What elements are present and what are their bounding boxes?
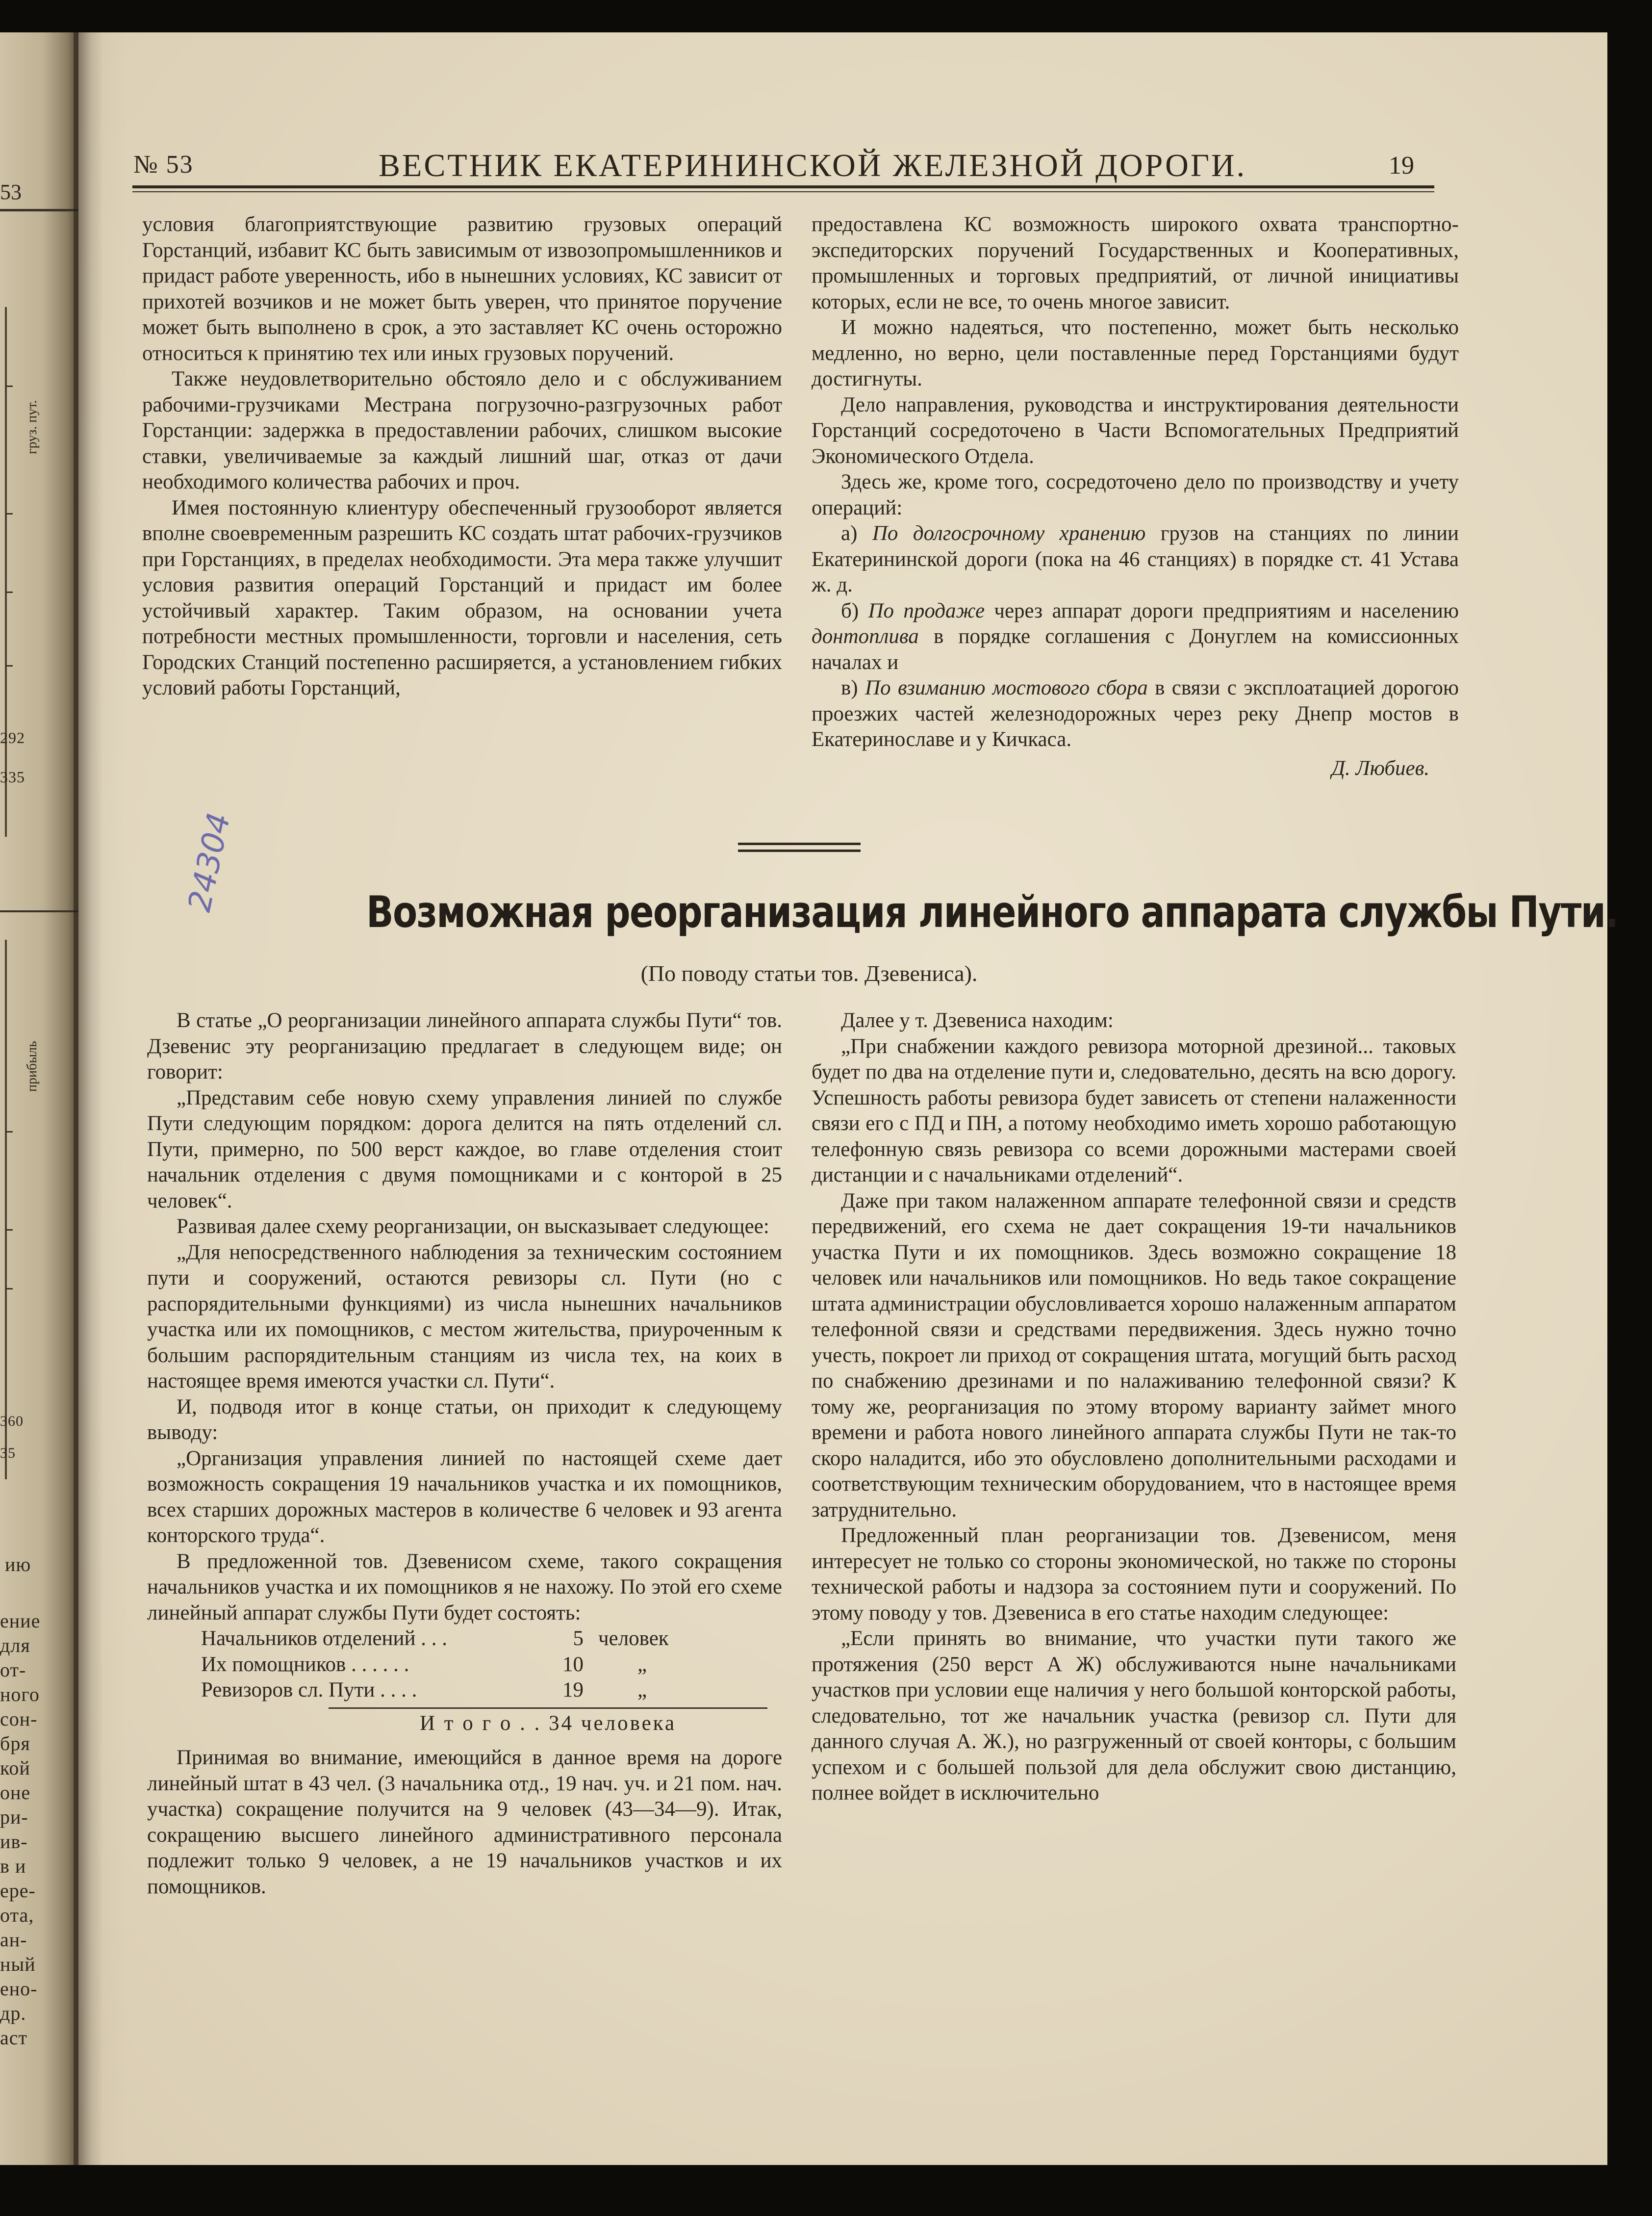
tick-mark — [6, 592, 13, 593]
word-tail: ан- — [0, 1929, 27, 1951]
item-text: через аппарат дороги предприятиям и населению — [994, 599, 1459, 622]
word-tail: ию — [5, 1553, 31, 1575]
item-prefix: в) — [841, 676, 858, 699]
paragraph: Здесь же, кроме того, сосредоточено дело по производству и учету операций: — [812, 470, 1459, 519]
item-emphasis: донтоплива — [812, 625, 919, 648]
row-label: Их помощников . . . . . . — [201, 1652, 409, 1676]
word-tail: ри- — [0, 1806, 28, 1828]
quote-paragraph: „При снабжении каждого ревизора моторной дрезиной... таковых будет по два на отделение пути и, следовательно, десять на всю дорогу. Успешность работы ревизора будет зависеть от степени налаженности связи его с ПД и ПН, а потому необходимо иметь хорошо работающую телефонную связь ревизора со всеми дорожными мастерами своей дистанции и с начальниками отделений“. — [812, 1034, 1456, 1186]
previous-number: 335 — [0, 768, 25, 786]
row-label: Ревизоров сл. Пути . . . . — [201, 1678, 417, 1701]
word-tail: для — [0, 1634, 30, 1656]
article-subheading: (По поводу статьи тов. Дзевениса). — [640, 961, 978, 986]
paragraph: В статье „О реорганизации линейного аппарата службы Пути“ тов. Дзевенис эту реорганизацию предлагает в следующем виде; он говорит: — [147, 1009, 782, 1083]
paragraph: В предложенной тов. Дзевенисом схеме, такого сокращения начальников участка и их помощников я не нахожу. По этой его схеме линейный аппарат службы Пути будет состоять: — [147, 1549, 782, 1624]
staff-table — [147, 1626, 782, 1703]
word-tail: кой — [0, 1757, 30, 1779]
paragraph: Далее у т. Дзевениса находим: — [841, 1009, 1114, 1032]
section-separator — [738, 843, 861, 845]
word-tail: др. — [0, 2002, 26, 2024]
paragraph: Даже при таком налаженном аппарате телефонной связи и средств передвижений, его схема не дает сокращения 19-ти начальников участка Пути и их помощников. Здесь возможно сокращение 18 человек или начальников или помощников. Но ведь такое сокращение штата администрации обусловливается хорошо налаженным аппаратом телефонной связи и средствами передвижения. Здесь нужно точно учесть, покроет ли приход от сокращения штата, могущий быть расход по снабжению дрезинами и по налаживанию телефонной связи? К тому же, реорганизация по этому второму варианту займет много времени и работа нового линейного аппарата службы Пути не так-то скоро наладится, ибо это обусловлено дополнительными расходами и соответствующим техническим оборудованием, что в настоящее время затруднительно. — [812, 1189, 1456, 1521]
list-item-c — [812, 675, 1459, 753]
paragraph: Дело направления, руководства и инструктирования деятельности Горстанций сосредоточено в Части Вспомогательных Предприятий Экономического Отдела. — [812, 393, 1459, 468]
item-text: грузов на станциях по линии Екатерининской дороги (пока на 46 станциях) в порядке ст. 41 Устава ж. д. — [812, 522, 1459, 596]
row-count: 19 — [562, 1678, 584, 1701]
issue-number: № 53 — [133, 151, 194, 179]
word-tail: ере- — [0, 1880, 36, 1902]
word-tail: ный — [0, 1953, 36, 1975]
previous-number: 35 — [0, 1445, 16, 1461]
article1-left-column — [142, 212, 782, 701]
previous-page-rule — [0, 910, 78, 912]
word-tail: ота, — [0, 1904, 34, 1926]
word-tail: аст — [0, 2027, 27, 2049]
paragraph: условия благоприятствующие развитию грузовых операций Горстанций, избавит КС быть зависимым от извозопромышленников и придаст работе уверенность, ибо в нынешних условиях, КС зависит от прихотей возчиков и не может быть уверен, что принятое поручение может быть выполнено в срок, а это заставляет КС очень осторожно относиться к принятию тех или иных грузовых поручений. — [142, 213, 782, 365]
previous-page-number: 53 — [0, 180, 22, 204]
section-separator — [738, 850, 861, 852]
word-tail: ение — [0, 1610, 41, 1632]
paragraph: Принимая во внимание, имеющийся в данное время на дороге линейный штат в 43 чел. (3 начальника отд., 19 нач. уч. и 21 пом. нач. участка) сокращение получится на 9 человек (43—34—9). Итак, сокращению высшего линейного административного персонала подлежит только 9 человек, а не 19 начальников участков и их помощников. — [147, 1746, 782, 1898]
row-unit: „ — [637, 1652, 647, 1676]
quote-paragraph: „Для непосредственного наблюдения за техническим состоянием пути и сооружений, остаются ревизоры сл. Пути (но с распорядительными функциями) из числа нынешних начальников участка или их помощников, с местом жительства, приуроченным к большим распорядительным станциям из числа тех, на коих в настоящее время имеются участки сл. Пути“. — [147, 1240, 782, 1392]
word-tail: сон- — [0, 1708, 38, 1730]
side-label-freight: груз. пут. — [25, 400, 40, 454]
article-headline: Возможная реорганизация линейного аппарата службы Пути. — [366, 887, 1618, 937]
row-unit: человек — [598, 1627, 669, 1650]
journal-title: ВЕСТНИК ЕКАТЕРИНИНСКОЙ ЖЕЛЕЗНОЙ ДОРОГИ. — [379, 148, 1247, 183]
row-label: Начальников отделений . . . — [201, 1627, 448, 1650]
list-item-b — [812, 598, 1459, 676]
paragraph: Также неудовлетворительно обстояло дело и с обслуживанием рабочими-грузчиками Местрана погрузочно-разгрузочных работ Горстанции: задержка в предоставлении рабочих, слишком высокие ставки, увеличиваемые за каждый лишний шаг, отказ от дачи необходимого количества рабочих и проч. — [142, 367, 782, 493]
item-prefix: б) — [841, 599, 859, 622]
word-tail: бря — [0, 1732, 30, 1754]
item-prefix: а) — [841, 522, 858, 545]
item-text: в связи с эксплоатацией дорогою проезжих частей железнодорожных через реку Днепр мостов в Екатеринославе и у Кичкаса. — [812, 676, 1459, 751]
side-label-profit: прибыль — [25, 1041, 40, 1092]
quote-paragraph: „Представим себе новую схему управления линией по службе Пути следующим порядком: дорога делится на пять отделений сл. Пути, примерно, по 500 верст каждое, во главе отделения стоит начальник отделения с двумя помощниками и с конторой в 25 человек“. — [147, 1086, 782, 1212]
header-rule-thin — [132, 191, 1434, 192]
binding-shadow — [74, 32, 103, 2165]
tick-mark — [6, 1131, 13, 1133]
handwritten-note: 24304 — [181, 809, 238, 915]
tick-mark — [6, 386, 13, 387]
table-row — [201, 1626, 782, 1652]
article1-right-column — [812, 212, 1459, 781]
page-number: 19 — [1389, 152, 1414, 180]
quote-paragraph: „Если принять во внимание, что участки пути такого же протяжения (250 верст А Ж) обслуживаются ныне начальниками участков при условии еще наличия у него большой конторской работы, следовательно, тот же начальник участка (ревизор сл. Пути для данного случая А. Ж.), но разгруженный от своей конторы, с большим успехом и с большей пользой для дела обслужит свою дистанцию, полнее войдет в исключительно — [812, 1627, 1456, 1804]
list-item-a — [812, 521, 1459, 598]
header-rule — [132, 185, 1434, 188]
item-text: в порядке соглашения с Донуглем на комиссионных началах и — [812, 625, 1459, 674]
word-tail: от- — [0, 1659, 26, 1681]
paragraph: Предложенный план реорганизации тов. Дзевенисом, меня интересует не только со стороны экономической, но также по стороны технической работы и надзора за состоянием пути и сооружений. По этому поводу у тов. Дзевениса в его статье находим следующее: — [812, 1524, 1456, 1624]
author-signature: Д. Любиев. — [1331, 756, 1429, 780]
tick-mark — [6, 513, 13, 515]
item-emphasis: По взиманию мостового сбора — [865, 676, 1148, 699]
word-tail: в и — [0, 1855, 26, 1877]
previous-page-fragment — [0, 32, 78, 2165]
paragraph: И, подводя итог в конце статьи, он приходит к следующему выводу: — [147, 1395, 782, 1444]
table-row — [201, 1652, 782, 1678]
tick-mark — [6, 1288, 13, 1289]
paragraph: Развивая далее схему реорганизации, он высказывает следующее: — [177, 1215, 769, 1238]
article2-right-column — [812, 1008, 1456, 1806]
row-count: 10 — [562, 1652, 584, 1676]
row-unit: „ — [637, 1678, 647, 1701]
previous-page-rule — [0, 209, 78, 211]
paragraph: Имея постоянную клиентуру обеспеченный грузооборот является вполне своевременным разрешить КС создать штат рабочих-грузчиков при Горстанциях, в пределах необходимости. Эта мера также улучшит условия развития операций Горстанций и придаст им более устойчивый характер. Таким образом, на основании учета потребности местных промышленности, торговли и населения, сеть Городских Станций постепенно расширяется, а установлением гибких условий работы Горстанций, — [142, 496, 782, 699]
word-tail: ного — [0, 1683, 40, 1705]
word-tail: ив- — [0, 1830, 28, 1853]
previous-number: 292 — [0, 729, 25, 747]
tick-mark — [6, 665, 13, 667]
quote-paragraph: „Организация управления линией по настоящей схеме дает возможность сокращения 19 начальников участка и их помощников, всех старших дорожных мастеров в количестве 6 человек и 93 агента конторского труда“. — [147, 1446, 782, 1547]
article2-left-column — [147, 1008, 782, 1900]
previous-number: 360 — [0, 1413, 24, 1429]
paragraph: И можно надеяться, что постепенно, может быть несколько медленно, но верно, цели поставленные перед Горстанциями будут достигнуты. — [812, 316, 1459, 390]
row-count: 5 — [573, 1627, 584, 1650]
previous-page-column-line — [5, 940, 7, 1479]
item-emphasis: По долгосрочному хранению — [872, 522, 1146, 545]
tick-mark — [6, 1229, 13, 1231]
running-header — [133, 147, 1428, 181]
item-emphasis: По продаже — [868, 599, 985, 622]
word-tail: ено- — [0, 1978, 38, 2000]
table-total: И т о г о . . 34 человека — [329, 1707, 767, 1737]
word-tail: оне — [0, 1781, 31, 1804]
paragraph: предоставлена КС возможность широкого охвата транспортно-экспедиторских поручений Государственных и Кооперативных, промышленных и торговых предприятий, от личной инициативы которых, если не все, то очень многое зависит. — [812, 213, 1459, 313]
table-row — [201, 1677, 782, 1703]
